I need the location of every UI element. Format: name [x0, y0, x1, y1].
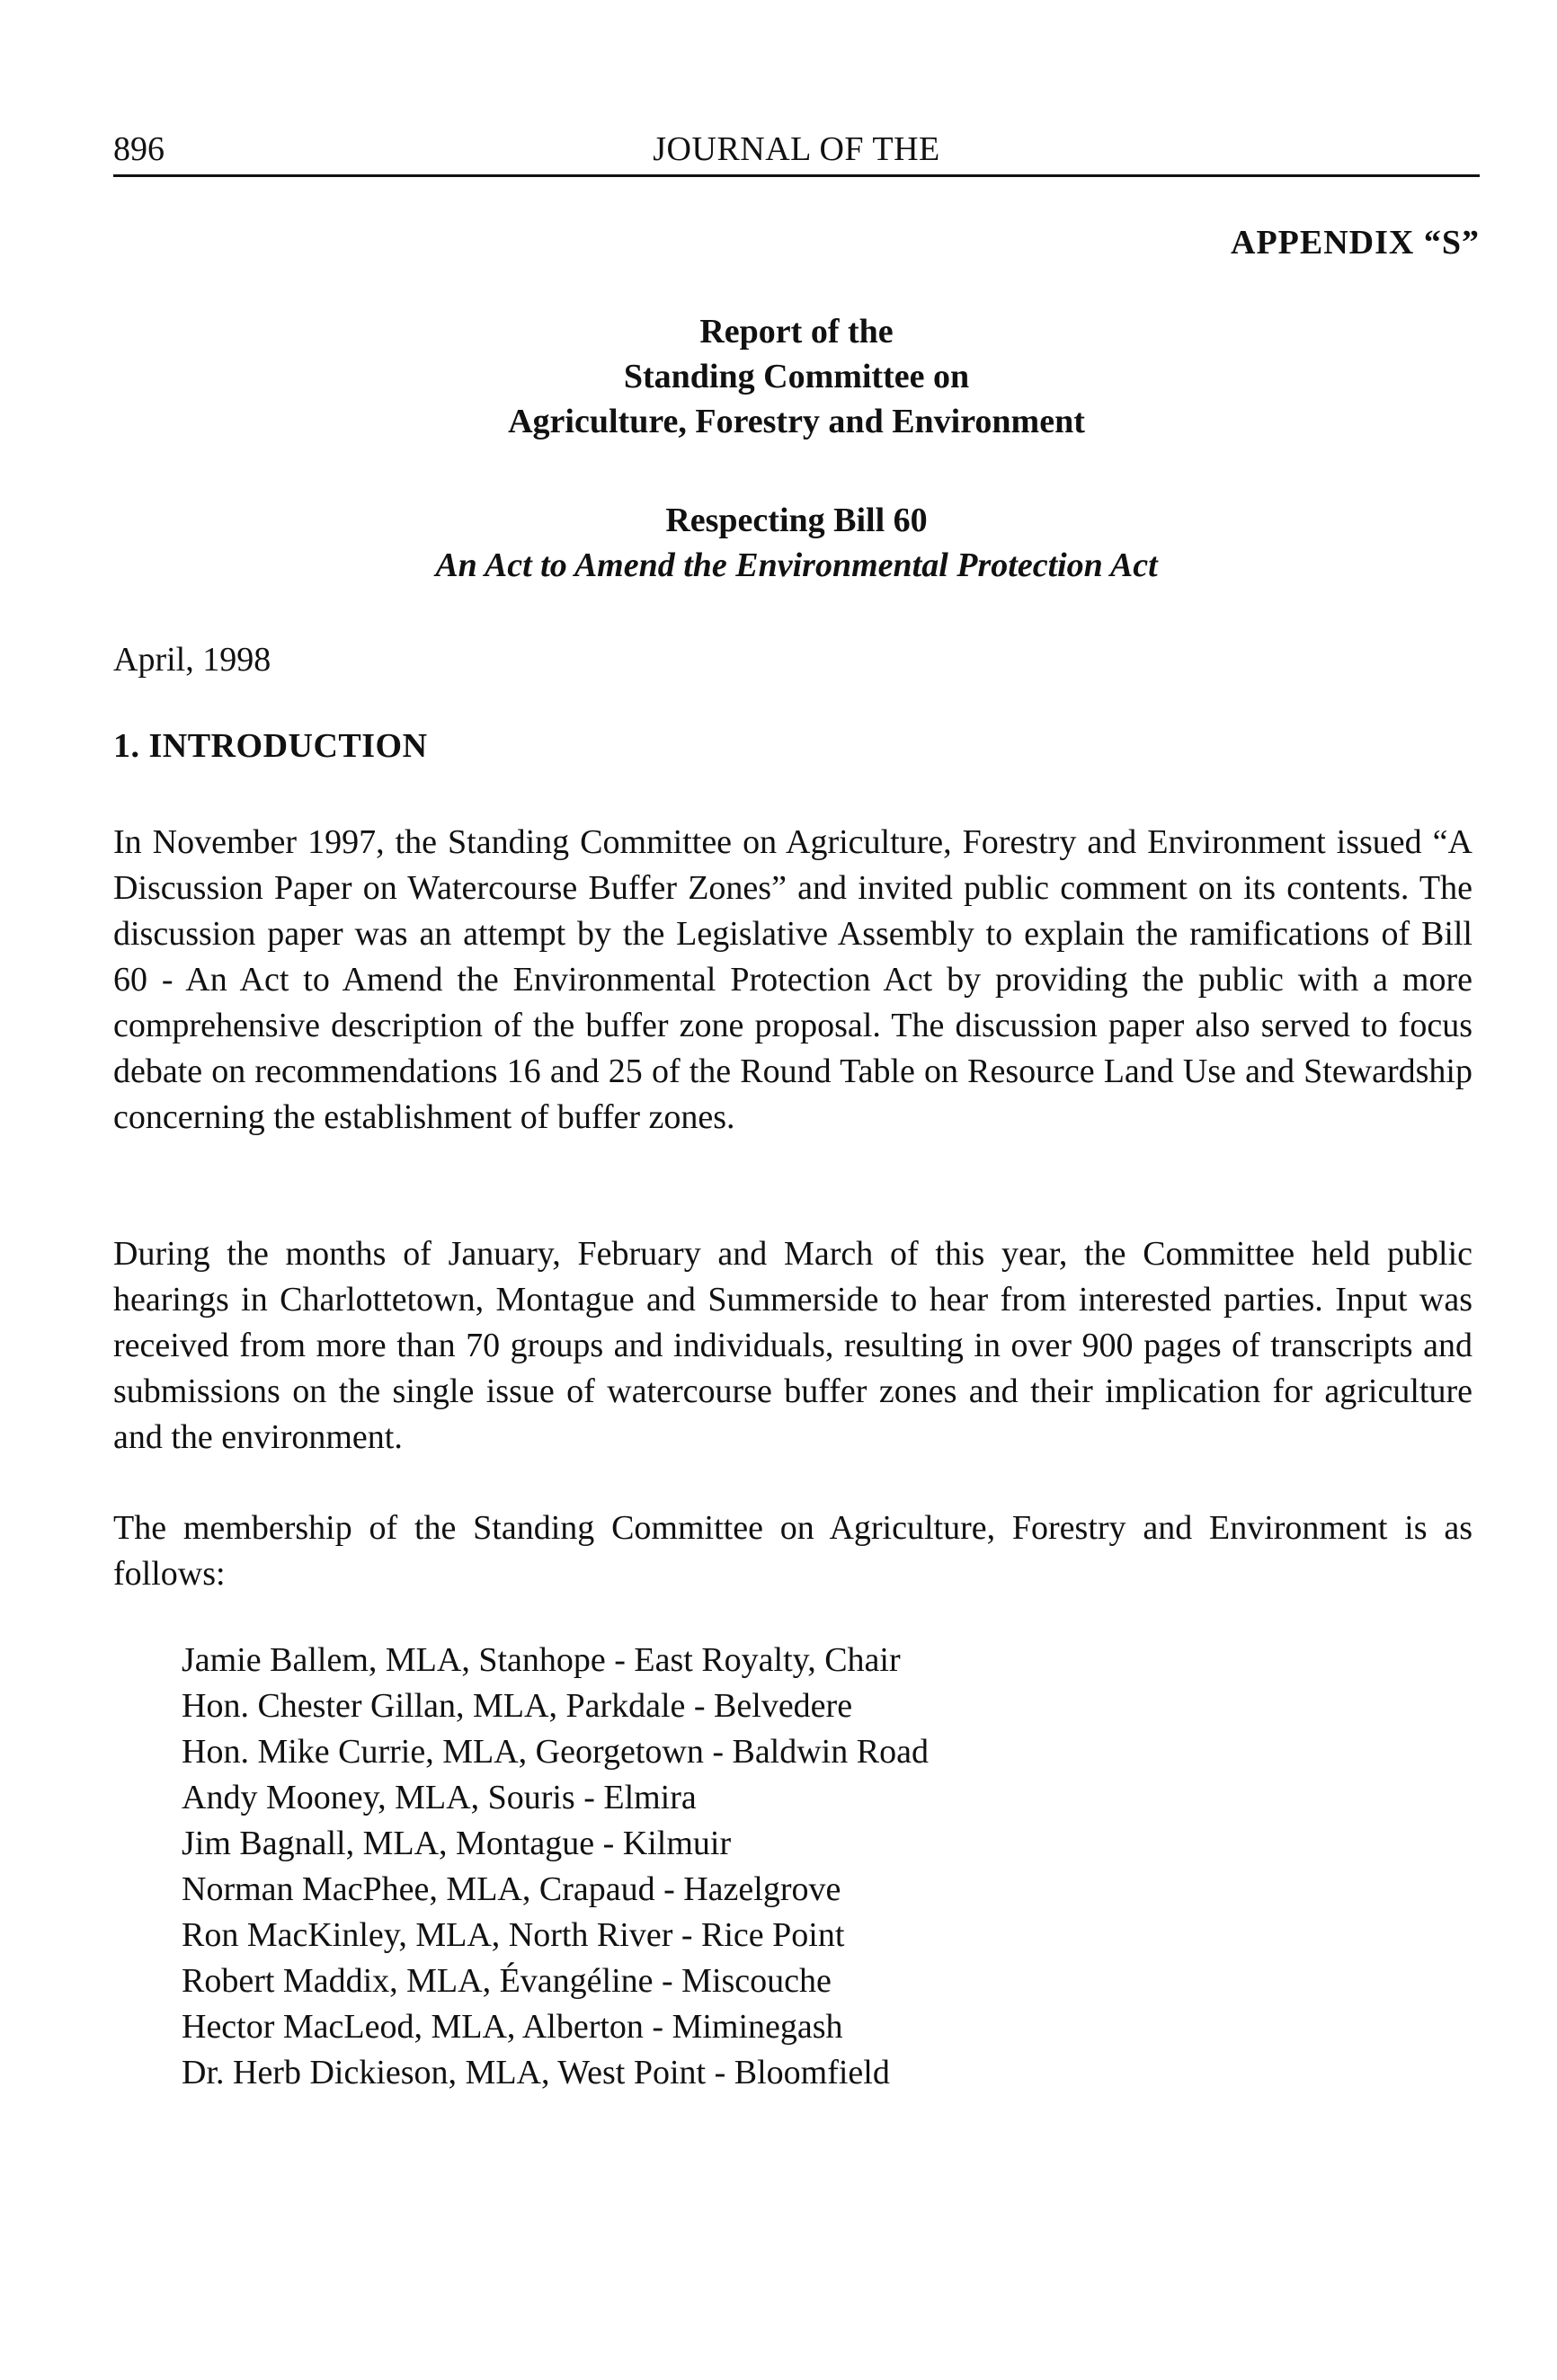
list-item: Hon. Chester Gillan, MLA, Parkdale - Belvedere: [182, 1687, 853, 1725]
report-title: [113, 309, 1480, 444]
report-date: April, 1998: [113, 641, 271, 679]
list-item: Jim Bagnall, MLA, Montague - Kilmuir: [182, 1825, 732, 1862]
list-item: Hon. Mike Currie, MLA, Georgetown - Baldwin Road: [182, 1733, 929, 1771]
list-item: Andy Mooney, MLA, Souris - Elmira: [182, 1779, 697, 1816]
paragraph-intro: In November 1997, the Standing Committee on Agriculture, Forestry and Environment issued “A Discussion Paper on Watercourse Buffer Zones” and invited public comment on its contents. The discussion paper was an attempt by the Legislative Assembly to explain the ramifications of Bill 60 - An Act to Amend the Environmental Protection Act by providing the public with a more comprehensive description of the buffer zone proposal. The discussion paper also served to focus debate on recommendations 16 and 25 of the Round Table on Resource Land Use and Stewardship concerning the establishment of buffer zones.: [113, 823, 1472, 1136]
running-header: [113, 124, 1480, 177]
list-item: Ron MacKinley, MLA, North River - Rice Point: [182, 1916, 845, 1954]
list-item: Jamie Ballem, MLA, Stanhope - East Royalty, Chair: [182, 1641, 901, 1679]
page-number: 896: [113, 130, 165, 168]
section-heading: 1. INTRODUCTION: [113, 727, 428, 765]
journal-title: JOURNAL OF THE: [653, 130, 940, 168]
paragraph-hearings: During the months of January, February and March of this year, the Committee held public hearings in Charlottetown, Montague and Summerside to hear from interested parties. Input was received from more than 70 groups and individuals, resulting in over 900 pages of transcripts and submissions on the single issue of watercourse buffer zones and their implication for agriculture and the environment.: [113, 1235, 1472, 1456]
paragraph-membership: The membership of the Standing Committee on Agriculture, Forestry and Environment is as follows:: [113, 1509, 1472, 1593]
list-item: Hector MacLeod, MLA, Alberton - Miminegash: [182, 2008, 843, 2046]
report-title-line-1: Report of the: [699, 313, 894, 351]
list-item: Robert Maddix, MLA, Évangéline - Miscouche: [182, 1962, 832, 2000]
appendix-label: APPENDIX “S”: [1231, 224, 1480, 262]
list-item: Dr. Herb Dickieson, MLA, West Point - Bloomfield: [182, 2054, 890, 2091]
member-list: [182, 1638, 929, 2096]
bill-reference: [113, 498, 1480, 588]
report-title-line-3: Agriculture, Forestry and Environment: [508, 403, 1085, 440]
list-item: Norman MacPhee, MLA, Crapaud - Hazelgrove: [182, 1870, 841, 1908]
act-title: An Act to Amend the Environmental Protection Act: [435, 546, 1158, 584]
report-title-line-2: Standing Committee on: [623, 358, 970, 395]
respecting-bill: Respecting Bill 60: [665, 502, 928, 539]
